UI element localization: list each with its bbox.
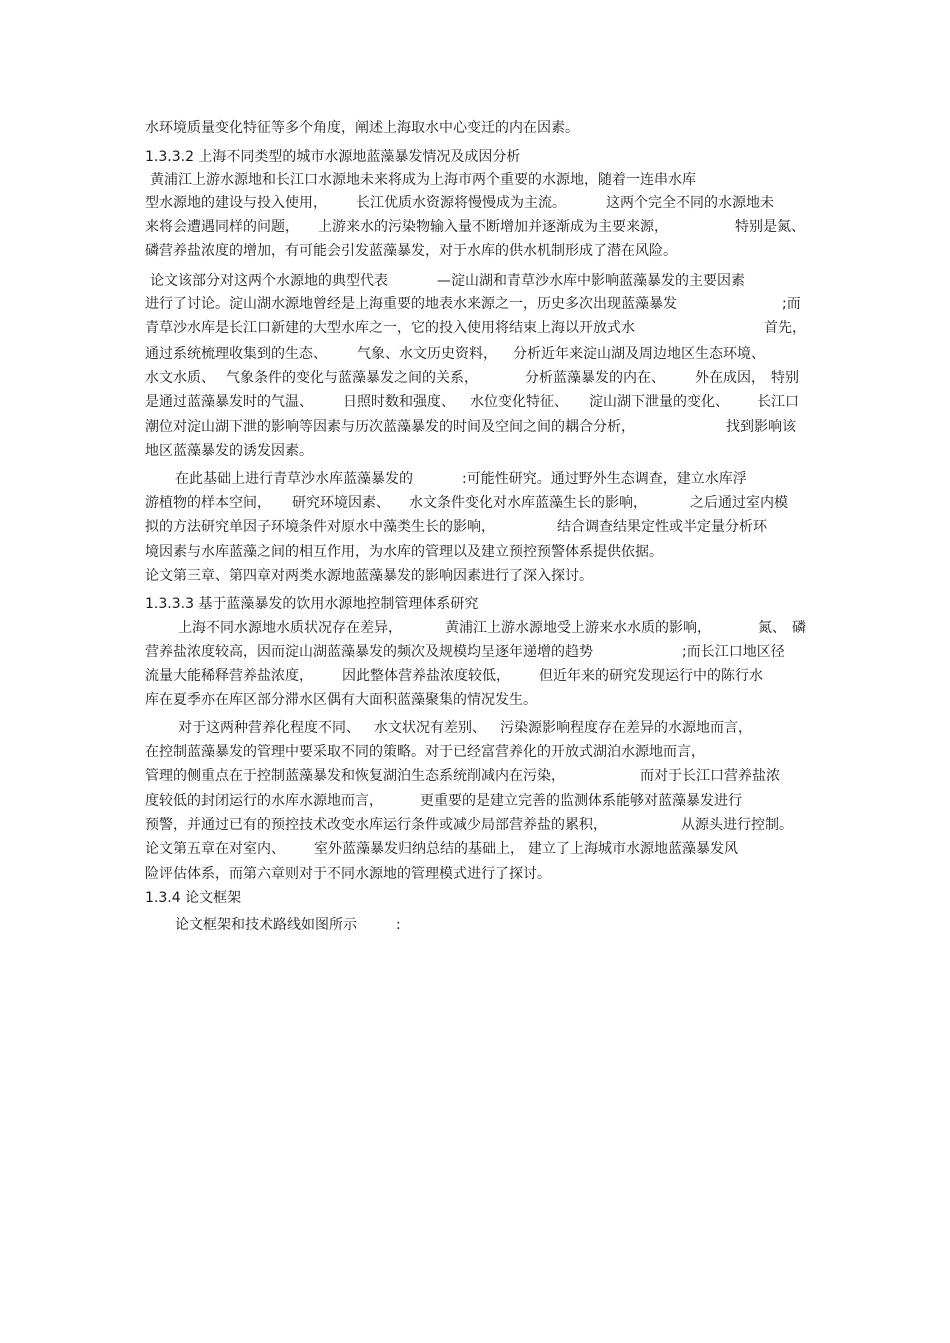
text-segment: 上游来水的污染物输入量不断增加并逐渐成为主要来源， xyxy=(318,219,668,235)
text-segment: 污染源影响程度存在差异的水源地而言， xyxy=(500,720,752,736)
text-line xyxy=(0,596,950,612)
text-segment: 水环境质量变化特征等多个角度，阐述上海取水中心变迁的内在因素。 xyxy=(145,120,579,136)
text-segment: 因此整体营养盐浓度较低， xyxy=(342,668,510,684)
text-line xyxy=(0,720,950,736)
text-line xyxy=(0,668,950,684)
text-line xyxy=(0,793,950,809)
text-segment: 水文条件变化对水库蓝藻生长的影响， xyxy=(409,495,647,511)
text-line xyxy=(0,296,950,312)
text-segment: 建立了上海城市水源地蓝藻暴发风 xyxy=(528,841,738,857)
text-line xyxy=(0,495,950,511)
text-segment: 营养盐浓度较高，因而淀山湖蓝藻暴发的频次及规模均呈逐年递增的趋势 xyxy=(145,644,593,660)
text-segment: 进行了讨论。淀山湖水源地曾经是上海重要的地表水来源之一，历史多次出现蓝藻暴发 xyxy=(145,296,677,312)
text-segment: 这两个完全不同的水源地未 xyxy=(606,195,774,211)
text-segment: 更重要的是建立完善的监测体系能够对蓝藻暴发进行 xyxy=(420,793,742,809)
text-segment: 结合调查结果定性或半定量分析环 xyxy=(557,519,767,535)
text-segment: 长江口 xyxy=(757,394,799,410)
text-segment: 磷营养盐浓度的增加，有可能会引发蓝藻暴发，对于水库的供水机制形成了潜在风险。 xyxy=(145,243,677,259)
text-segment: 从源头进行控制。 xyxy=(681,817,793,833)
text-line xyxy=(0,471,950,487)
text-segment: 首先， xyxy=(764,320,806,336)
text-line xyxy=(0,568,950,584)
text-segment: 但近年来的研究发现运行中的陈行水 xyxy=(539,668,763,684)
text-segment: 对于这两种营养化程度不同、 xyxy=(178,720,360,736)
text-line xyxy=(0,544,950,560)
text-segment: 水文水质、 xyxy=(145,370,215,386)
text-segment: 是通过蓝藻暴发时的气温、 xyxy=(145,394,313,410)
text-segment: ;而长江口地区径 xyxy=(682,644,785,660)
text-segment: 论文框架和技术路线如图所示 xyxy=(175,917,357,933)
text-segment: 日照时数和强度、 xyxy=(343,394,455,410)
text-segment: 境因素与水库蓝藻之间的相互作用，为水库的管理以及建立预控预警体系提供依据。 xyxy=(145,544,663,560)
text-segment: 之后通过室内模 xyxy=(690,495,788,511)
text-segment: 青草沙水库是长江口新建的大型水库之一，它的投入使用将结束上海以开放式水 xyxy=(145,320,635,336)
text-segment: 黄浦江上游水源地和长江口水源地未来将成为上海市两个重要的水源地，随着一连串水库 xyxy=(150,172,696,188)
text-segment: —淀山湖和青草沙水库中影响蓝藻暴发的主要因素 xyxy=(437,273,745,289)
text-segment: 管理的侧重点在于控制蓝藻暴发和恢复湖泊生态系统削减内在污染， xyxy=(145,768,565,784)
text-line xyxy=(0,320,950,336)
text-line xyxy=(0,692,950,708)
text-line xyxy=(0,149,950,165)
text-line xyxy=(0,370,950,386)
text-line xyxy=(0,866,950,882)
text-segment: 论文第三章、第四章对两类水源地蓝藻暴发的影响因素进行了深入探讨。 xyxy=(145,568,593,584)
text-segment: 流量大能稀释营养盐浓度， xyxy=(145,668,313,684)
text-line xyxy=(0,195,950,211)
text-segment: 氮、 xyxy=(758,620,786,636)
text-line xyxy=(0,273,950,289)
text-segment: 黄浦江上游水源地受上游来水水质的影响， xyxy=(445,620,711,636)
text-segment: 上海不同水源地水质状况存在差异， xyxy=(178,620,402,636)
text-line xyxy=(0,768,950,784)
text-line xyxy=(0,744,950,760)
text-line xyxy=(0,917,950,933)
text-segment: 1.3.3.3 基于蓝藻暴发的饮用水源地控制管理体系研究 xyxy=(145,596,479,612)
text-line xyxy=(0,394,950,410)
text-segment: 磷 xyxy=(792,620,806,636)
text-segment: 室外蓝藻暴发归纳总结的基础上， xyxy=(314,841,524,857)
text-line xyxy=(0,120,950,136)
text-segment: 长江优质水资源将慢慢成为主流。 xyxy=(356,195,566,211)
text-segment: :可能性研究。通过野外生态调查，建立水库浮 xyxy=(462,471,747,487)
text-segment: 水位变化特征、 xyxy=(470,394,568,410)
text-segment: 1.3.4 论文框架 xyxy=(145,890,242,906)
text-segment: ;而 xyxy=(782,296,801,312)
text-line xyxy=(0,817,950,833)
text-segment: 潮位对淀山湖下泄的影响等因素与历次蓝藻暴发的时间及空间之间的耦合分析， xyxy=(145,419,635,435)
text-segment: 游植物的样本空间， xyxy=(145,495,271,511)
text-segment: 分析蓝藻暴发的内在、 xyxy=(525,370,665,386)
text-segment: 来将会遭遇同样的问题， xyxy=(145,219,299,235)
text-line xyxy=(0,890,950,906)
text-segment: 气象条件的变化与蓝藻暴发之间的关系， xyxy=(226,370,478,386)
text-segment: 外在成因， xyxy=(695,370,765,386)
text-line xyxy=(0,841,950,857)
text-segment: : xyxy=(396,917,401,933)
text-line xyxy=(0,443,950,459)
text-segment: 特别 xyxy=(771,370,799,386)
text-line xyxy=(0,519,950,535)
text-segment: 型水源地的建设与投入使用， xyxy=(145,195,327,211)
text-segment: 研究环境因素、 xyxy=(292,495,390,511)
text-line xyxy=(0,620,950,636)
text-segment: 论文第五章在对室内、 xyxy=(145,841,285,857)
text-segment: 通过系统梳理收集到的生态、 xyxy=(145,346,327,362)
text-segment: 预警，并通过已有的预控技术改变水库运行条件或减少局部营养盐的累积， xyxy=(145,817,607,833)
text-segment: 地区蓝藻暴发的诱发因素。 xyxy=(145,443,313,459)
text-segment: 而对于长江口营养盐浓 xyxy=(640,768,780,784)
text-segment: 度较低的封闭运行的水库水源地而言， xyxy=(145,793,383,809)
text-segment: 库在夏季亦在库区部分滞水区偶有大面积蓝藻聚集的情况发生。 xyxy=(145,692,537,708)
text-line xyxy=(0,644,950,660)
text-segment: 在此基础上进行青草沙水库蓝藻暴发的 xyxy=(175,471,413,487)
text-segment: 气象、水文历史资料， xyxy=(357,346,497,362)
text-line xyxy=(0,172,950,188)
text-segment: 在控制蓝藻暴发的管理中要采取不同的策略。对于已经富营养化的开放式湖泊水源地而言， xyxy=(145,744,705,760)
text-segment: 拟的方法研究单因子环境条件对原水中藻类生长的影响， xyxy=(145,519,495,535)
text-segment: 水文状况有差别、 xyxy=(374,720,486,736)
text-segment: 找到影响该 xyxy=(726,419,796,435)
text-segment: 分析近年来淀山湖及周边地区生态环境、 xyxy=(513,346,765,362)
text-segment: 淀山湖下泄量的变化、 xyxy=(589,394,729,410)
text-segment: 1.3.3.2 上海不同类型的城市水源地蓝藻暴发情况及成因分析 xyxy=(145,149,521,165)
text-line xyxy=(0,419,950,435)
text-segment: 论文该部分对这两个水源地的典型代表 xyxy=(150,273,388,289)
text-segment: 特别是氮、 xyxy=(735,219,805,235)
text-line xyxy=(0,243,950,259)
text-line xyxy=(0,346,950,362)
text-line xyxy=(0,219,950,235)
text-segment: 险评估体系，而第六章则对于不同水源地的管理模式进行了探讨。 xyxy=(145,866,551,882)
